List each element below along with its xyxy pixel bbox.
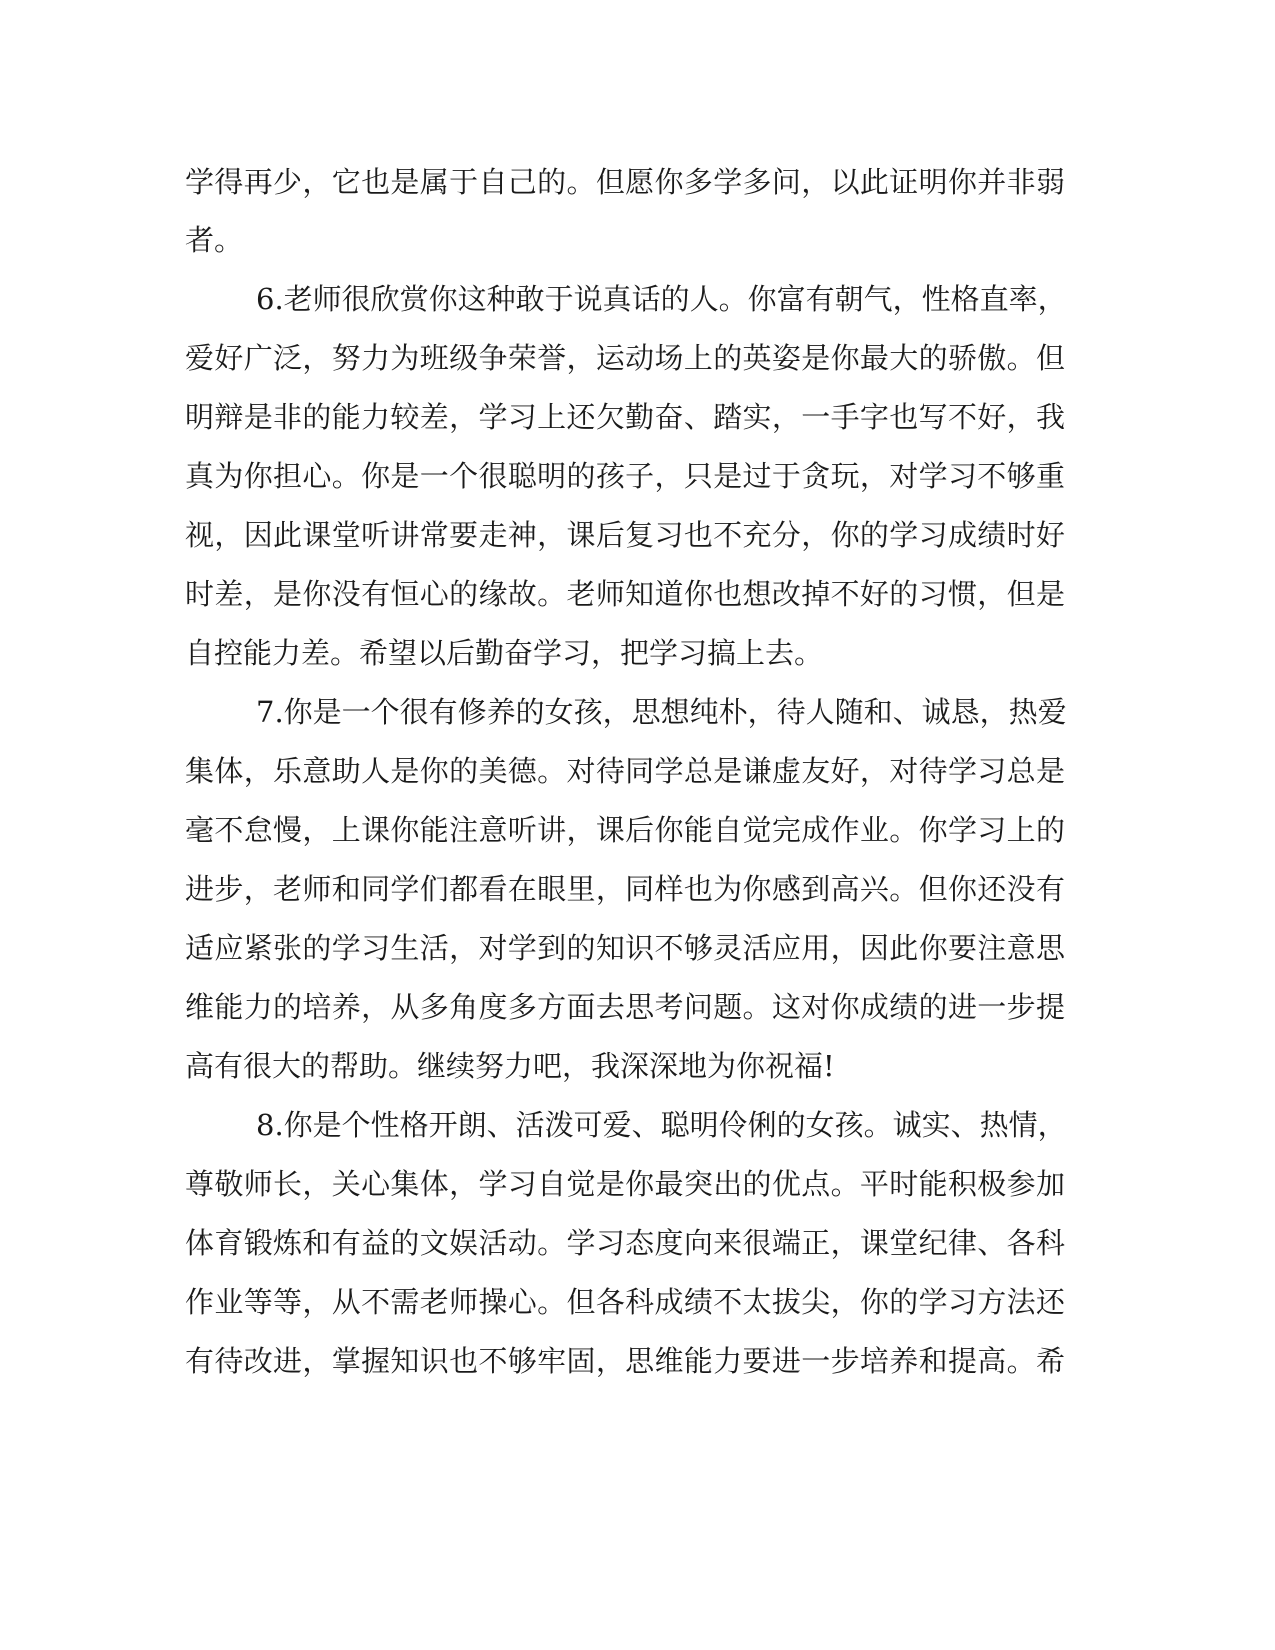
text-line: 时差，是你没有恒心的缘故。老师知道你也想改掉不好的习惯，但是 (185, 577, 1065, 611)
text-line: 真为你担心。你是一个很聪明的孩子，只是过于贪玩，对学习不够重 (185, 459, 1065, 493)
text-line: 适应紧张的学习生活，对学到的知识不够灵活应用，因此你要注意思 (185, 931, 1065, 965)
text-line: 者。 (185, 223, 244, 257)
text-line: 作业等等，从不需老师操心。但各科成绩不太拔尖，你的学习方法还 (185, 1285, 1065, 1319)
text-line: 尊敬师长，关心集体，学习自觉是你最突出的优点。平时能积极参加 (185, 1167, 1065, 1201)
paragraph-6-start: 6.老师很欣赏你这种敢于说真话的人。你富有朝气，性格直率， (256, 282, 1067, 316)
paragraph-8-start: 8.你是个性格开朗、活泼可爱、聪明伶俐的女孩。诚实、热情， (256, 1108, 1067, 1142)
text-line: 高有很大的帮助。继续努力吧，我深深地为你祝福! (185, 1049, 835, 1083)
text-line: 爱好广泛，努力为班级争荣誉，运动场上的英姿是你最大的骄傲。但 (185, 341, 1065, 375)
text-line: 自控能力差。希望以后勤奋学习，把学习搞上去。 (185, 636, 824, 670)
text-line: 进步，老师和同学们都看在眼里，同样也为你感到高兴。但你还没有 (185, 872, 1065, 906)
text-line: 维能力的培养，从多角度多方面去思考问题。这对你成绩的进一步提 (185, 990, 1065, 1024)
text-line: 体育锻炼和有益的文娱活动。学习态度向来很端正，课堂纪律、各科 (185, 1226, 1065, 1260)
text-line: 明辩是非的能力较差，学习上还欠勤奋、踏实，一手字也写不好，我 (185, 400, 1065, 434)
text-line: 学得再少，它也是属于自己的。但愿你多学多问，以此证明你并非弱 (185, 165, 1065, 199)
text-line: 有待改进，掌握知识也不够牢固，思维能力要进一步培养和提高。希 (185, 1344, 1065, 1378)
text-line: 视，因此课堂听讲常要走神，课后复习也不充分，你的学习成绩时好 (185, 518, 1065, 552)
text-line: 毫不怠慢，上课你能注意听讲，课后你能自觉完成作业。你学习上的 (185, 813, 1065, 847)
paragraph-7-start: 7.你是一个很有修养的女孩，思想纯朴，待人随和、诚恳，热爱 (256, 695, 1067, 729)
text-line: 集体，乐意助人是你的美德。对待同学总是谦虚友好，对待学习总是 (185, 754, 1065, 788)
